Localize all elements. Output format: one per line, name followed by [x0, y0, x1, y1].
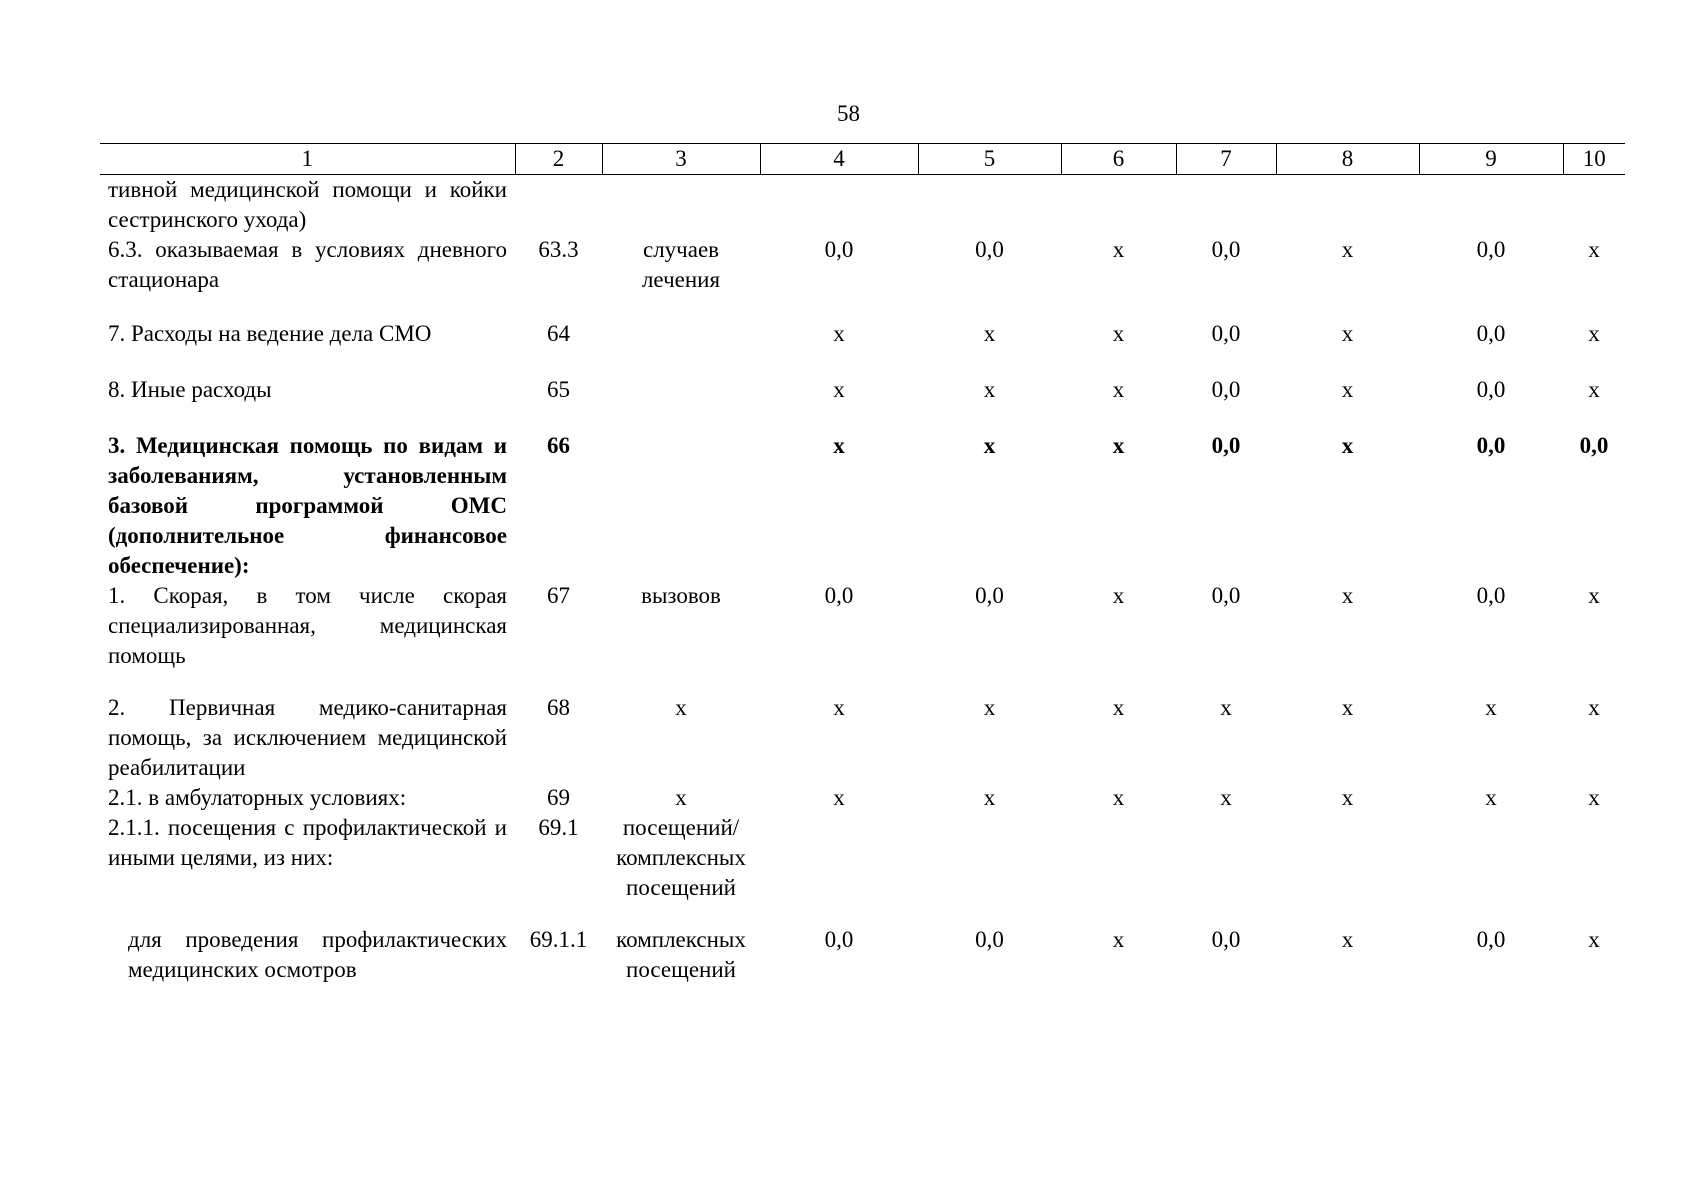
- cell-col-9: 0,0: [1476, 377, 1506, 402]
- cell-col-6: х: [1112, 321, 1125, 346]
- cell-col-2: 69.1.1: [529, 927, 588, 952]
- table-row: [100, 925, 1625, 1009]
- col-header-9: 9: [1419, 144, 1563, 175]
- cell-col-7: х: [1220, 785, 1232, 810]
- cell-col-5: 0,0: [975, 927, 1004, 952]
- row-description: 7. Расходы на ведение дела СМО: [108, 321, 432, 346]
- cell-col-9: 0,0: [1476, 237, 1506, 262]
- table-row: [100, 783, 1625, 813]
- cell-col-4: [760, 813, 918, 925]
- cell-col-4: 0,0: [824, 583, 854, 608]
- col-header-7: 7: [1176, 144, 1276, 175]
- row-description: тивной медицинской помощи и койки сестринского ухода): [108, 177, 507, 232]
- cell-col-8: [1276, 175, 1419, 236]
- cell-col-4: х: [833, 377, 845, 402]
- row-description: 8. Иные расходы: [108, 377, 272, 402]
- table-row: [100, 693, 1625, 783]
- col-header-10: 10: [1563, 144, 1625, 175]
- col-header-5: 5: [918, 144, 1061, 175]
- cell-col-6: х: [1112, 237, 1125, 262]
- cell-col-2: 69.1: [538, 815, 579, 840]
- cell-col-7: 0,0: [1211, 583, 1241, 608]
- cell-col-6: х: [1112, 695, 1125, 720]
- cell-col-4: х: [833, 321, 845, 346]
- cell-col-4: х: [833, 433, 845, 458]
- cell-col-3: [602, 175, 760, 236]
- table-body: [100, 175, 1625, 1010]
- header-row: [100, 144, 1625, 175]
- col-header-1: 1: [100, 144, 515, 175]
- cell-col-4: [760, 175, 918, 236]
- cell-col-9: х: [1485, 785, 1497, 810]
- cell-col-8: х: [1341, 583, 1354, 608]
- row-description: 2.1. в амбулаторных условиях:: [108, 785, 407, 810]
- cell-col-3: х: [675, 785, 687, 810]
- cell-col-7: [1176, 175, 1276, 236]
- cell-col-7: 0,0: [1211, 377, 1241, 402]
- cell-col-5: [918, 813, 1061, 925]
- cell-col-7: 0,0: [1211, 321, 1241, 346]
- row-description: для проведения профилактических медицинских осмотров: [128, 927, 507, 982]
- cell-col-2: [515, 175, 602, 236]
- cell-col-9: [1419, 813, 1563, 925]
- cell-col-9: х: [1485, 695, 1497, 720]
- cell-col-6: х: [1112, 377, 1125, 402]
- cell-col-3: вызовов: [641, 583, 721, 608]
- table-row: [100, 431, 1625, 581]
- cell-col-2: 68: [547, 695, 570, 720]
- cell-col-2: 65: [547, 377, 570, 402]
- cell-col-3: посещений/ комплексных посещений: [616, 815, 746, 900]
- cell-col-3: случаев лечения: [641, 237, 721, 292]
- cell-col-4: 0,0: [824, 927, 854, 952]
- cell-col-3: [602, 319, 760, 375]
- cell-col-10: х: [1588, 583, 1600, 608]
- cell-col-7: 0,0: [1211, 237, 1241, 262]
- cell-col-4: х: [833, 785, 845, 810]
- table-row: [100, 813, 1625, 925]
- cell-col-5: 0,0: [975, 237, 1004, 262]
- cell-col-4: 0,0: [824, 237, 854, 262]
- cell-col-8: х: [1341, 377, 1354, 402]
- table-row: [100, 235, 1625, 319]
- cell-col-10: х: [1588, 785, 1600, 810]
- cell-col-5: х: [983, 321, 996, 346]
- cell-col-2: 67: [547, 583, 570, 608]
- cell-col-5: х: [983, 433, 996, 458]
- cell-col-8: х: [1341, 927, 1354, 952]
- cell-col-5: х: [983, 785, 996, 810]
- cell-col-6: х: [1112, 785, 1125, 810]
- cell-col-9: 0,0: [1476, 433, 1506, 458]
- cell-col-8: х: [1341, 695, 1354, 720]
- cell-col-3: комплексных посещений: [616, 927, 746, 982]
- cell-col-6: х: [1112, 433, 1125, 458]
- data-table: [100, 143, 1625, 1009]
- cell-col-9: 0,0: [1476, 321, 1506, 346]
- cell-col-6: [1061, 175, 1176, 236]
- cell-col-8: [1276, 813, 1419, 925]
- cell-col-3: [602, 431, 760, 581]
- table-row: [100, 581, 1625, 693]
- cell-col-5: 0,0: [975, 583, 1004, 608]
- cell-col-9: 0,0: [1476, 583, 1506, 608]
- cell-col-10: х: [1588, 927, 1600, 952]
- page-number: 58: [837, 101, 860, 126]
- cell-col-6: х: [1112, 927, 1125, 952]
- cell-col-6: х: [1112, 583, 1125, 608]
- cell-col-5: [918, 175, 1061, 236]
- cell-col-10: [1563, 175, 1625, 236]
- cell-col-2: 63.3: [538, 237, 579, 262]
- cell-col-10: х: [1588, 321, 1600, 346]
- col-header-6: 6: [1061, 144, 1176, 175]
- cell-col-8: х: [1341, 321, 1354, 346]
- row-description: 1. Скорая, в том числе скорая специализированная, медицинская помощь: [108, 583, 507, 668]
- col-header-2: 2: [515, 144, 602, 175]
- cell-col-7: 0,0: [1211, 927, 1241, 952]
- cell-col-3: х: [675, 695, 687, 720]
- cell-col-10: х: [1588, 237, 1600, 262]
- cell-col-10: х: [1588, 377, 1600, 402]
- row-description: 6.3. оказываемая в условиях дневного стационара: [108, 237, 507, 292]
- col-header-3: 3: [602, 144, 760, 175]
- cell-col-10: х: [1588, 695, 1600, 720]
- row-description: 2. Первичная медико-санитарная помощь, за исключением медицинской реабилитации: [108, 695, 507, 780]
- cell-col-2: 64: [547, 321, 570, 346]
- row-description: 3. Медицинская помощь по видам и заболеваниям, установленным базовой программой ОМС (дополнительное финансовое обеспечение):: [108, 433, 507, 578]
- table-row: [100, 375, 1625, 431]
- cell-col-10: 0,0: [1579, 433, 1609, 458]
- cell-col-7: х: [1220, 695, 1232, 720]
- cell-col-5: х: [983, 377, 996, 402]
- cell-col-8: х: [1341, 785, 1354, 810]
- cell-col-4: х: [833, 695, 845, 720]
- cell-col-9: 0,0: [1476, 927, 1506, 952]
- col-header-4: 4: [760, 144, 918, 175]
- cell-col-2: 66: [547, 433, 570, 458]
- cell-col-7: 0,0: [1211, 433, 1241, 458]
- row-description: 2.1.1. посещения с профилактической и иными целями, из них:: [108, 815, 507, 870]
- cell-col-5: х: [983, 695, 996, 720]
- table-row: [100, 319, 1625, 375]
- cell-col-7: [1176, 813, 1276, 925]
- cell-col-8: х: [1341, 237, 1354, 262]
- col-header-8: 8: [1276, 144, 1419, 175]
- cell-col-6: [1061, 813, 1176, 925]
- cell-col-10: [1563, 813, 1625, 925]
- table-row: [100, 175, 1625, 236]
- cell-col-9: [1419, 175, 1563, 236]
- cell-col-3: [602, 375, 760, 431]
- cell-col-2: 69: [547, 785, 570, 810]
- cell-col-8: х: [1341, 433, 1354, 458]
